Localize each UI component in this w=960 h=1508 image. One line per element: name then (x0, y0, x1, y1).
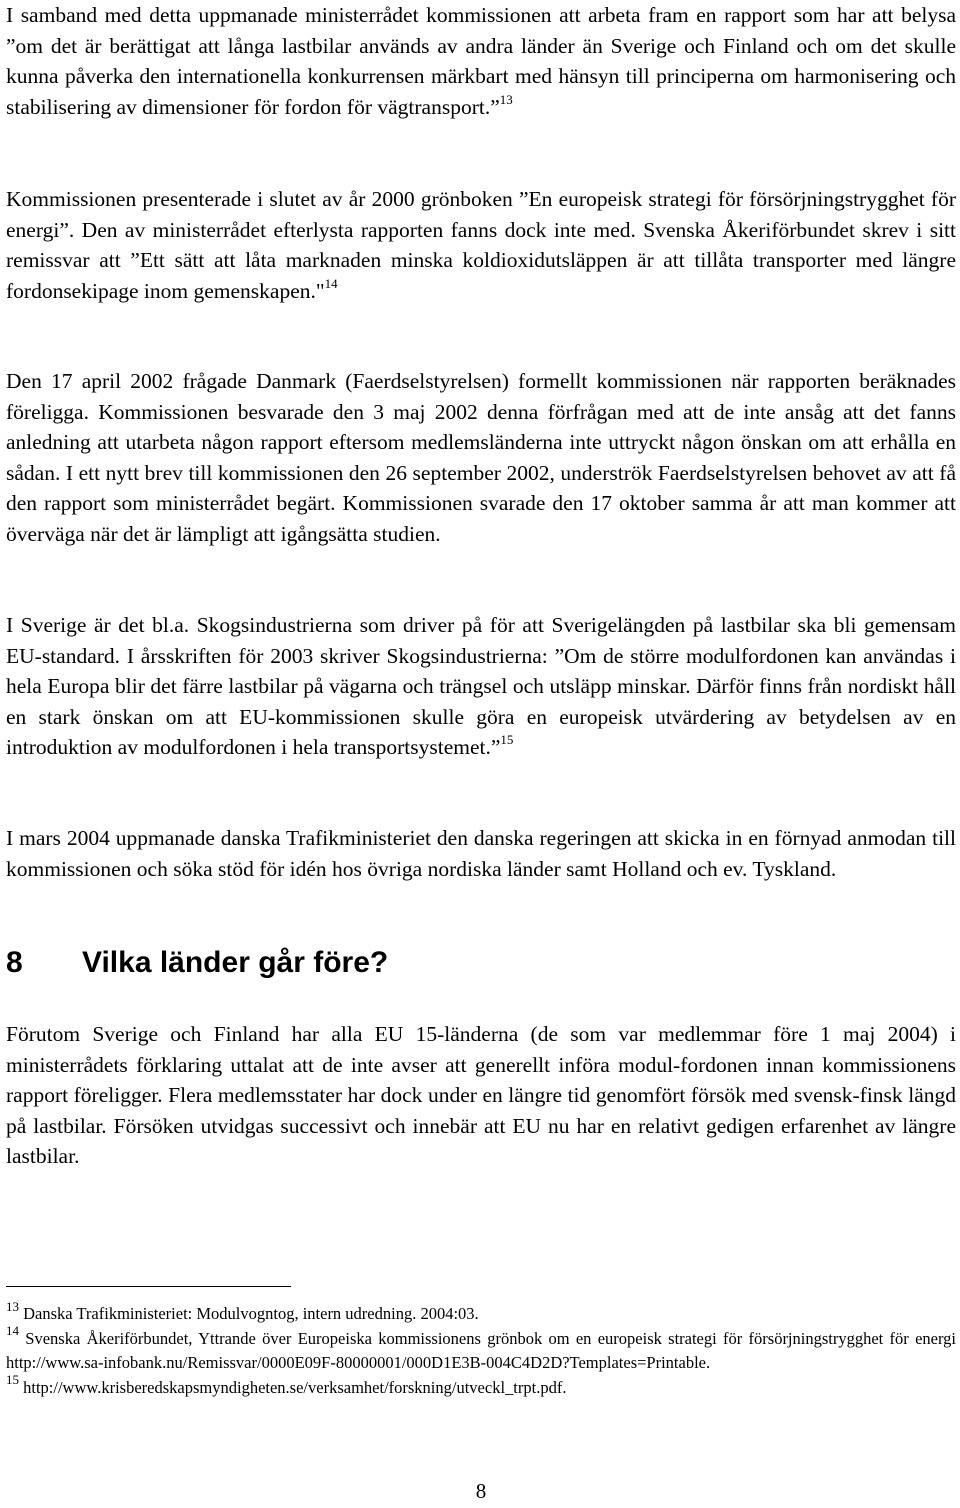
footnote-number: 15 (6, 1372, 19, 1387)
footnote-reference: 15 (500, 732, 514, 748)
body-paragraph (6, 823, 956, 884)
paragraph-text: Förutom Sverige och Finland har alla EU 15-länderna (de som var medlemmar före 1 maj 2004) i ministerrådets förklaring uttalat att de inte avser att generellt införa modul-fordonen innan kommissionens rapport föreligger. Flera medlemsstater har dock under en längre tid genomfört försök med svensk-finsk längd på lastbilar. Försöken utvidgas successivt och innebär att EU nu har en relativt gedigen erfarenhet av längre lastbilar. (6, 1022, 956, 1169)
body-paragraph (6, 184, 956, 306)
section-number: 8 (6, 946, 23, 979)
footnote (6, 1323, 957, 1376)
section-title: Vilka länder går före? (82, 946, 389, 979)
footnote-divider (6, 1286, 291, 1287)
paragraph-text: Kommissionen presenterade i slutet av år 2000 grönboken ”En europeisk strategi för försörjningstrygghet för energi”. Den av ministerrådet efterlysta rapporten fanns dock inte med. Svenska Åkeriförbundet skrev i sitt remissvar att ”Ett sätt att låta marknaden minska koldioxidutsläppen är att tillåta transporter med längre fordonsekipage inom gemenskapen." (6, 187, 956, 303)
section-paragraph (6, 1019, 956, 1172)
paragraph-text: I Sverige är det bl.a. Skogsindustrierna som driver på för att Sverigelängden på lastbilar ska bli gemensam EU-standard. I årsskriften för 2003 skriver Skogsindustrierna: ”Om de större modulfordonen kan användas i hela Europa blir det färre lastbilar på vägarna och trängsel och utsläpp minskar. Därför finns från nordiskt håll en stark önskan om att EU-kommissionen skulle göra en europeisk utvärdering av betydelsen av en introduktion av modulfordonen i hela transportsystemet.” (6, 613, 956, 760)
section-heading (6, 943, 388, 983)
body-paragraph (6, 366, 956, 550)
paragraph-text: I samband med detta uppmanade ministerrådet kommissionen att arbeta fram en rapport som har att belysa ”om det är berättigat att långa lastbilar används av andra länder än Sverige och Finland och om det skulle kunna påverka den internationella konkurrensen märkbart med hänsyn till principerna om harmonisering och stabilisering av dimensioner för fordon för vägtransport.” (6, 3, 956, 119)
footnote (6, 1298, 956, 1327)
footnote (6, 1372, 956, 1401)
footnote-reference: 13 (499, 91, 513, 107)
page-number: 8 (475, 1479, 487, 1503)
footnote-text: http://www.krisberedskapsmyndigheten.se/verksamhet/forskning/utveckl_trpt.pdf. (23, 1377, 567, 1397)
paragraph-text: Den 17 april 2002 frågade Danmark (Faerdselstyrelsen) formellt kommissionen när rapporten beräknades föreligga. Kommissionen besvarade den 3 maj 2002 denna förfrågan med att de inte ansåg att det fanns anledning att utarbeta någon rapport eftersom medlemsländerna inte uttryckt någon önskan om att erhålla en sådan. I ett nytt brev till kommissionen den 26 september 2002, underströk Faerdselstyrelsen behovet av att få den rapport som ministerrådet begärt. Kommissionen svarade den 17 oktober samma år att man kommer att överväga när det är lämpligt att igångsätta studien. (6, 369, 956, 546)
footnote-number: 14 (6, 1323, 19, 1338)
footnote-text: Danska Trafikministeriet: Modulvogntog, intern udredning. 2004:03. (23, 1304, 479, 1323)
body-paragraph (6, 610, 956, 763)
footnotes (6, 1298, 957, 1400)
paragraph-text: I mars 2004 uppmanade danska Trafikministeriet den danska regeringen att skicka in en förnyad anmodan till kommissionen och söka stöd för idén hos övriga nordiska länder samt Holland och ev. Tyskland. (6, 826, 956, 881)
footnote-number: 13 (6, 1298, 19, 1314)
footnote-text: Svenska Åkeriförbundet, Yttrande över Europeiska kommissionens grönbok om en europeisk strategi för försörjningstrygghet för energi http://www.sa-infobank.nu/Remissvar/0000E09F-80000001/000D1E3B-004C4D2D?Templates=Printable. (6, 1328, 957, 1372)
footnote-reference: 14 (324, 275, 338, 291)
body-paragraph (6, 0, 956, 122)
